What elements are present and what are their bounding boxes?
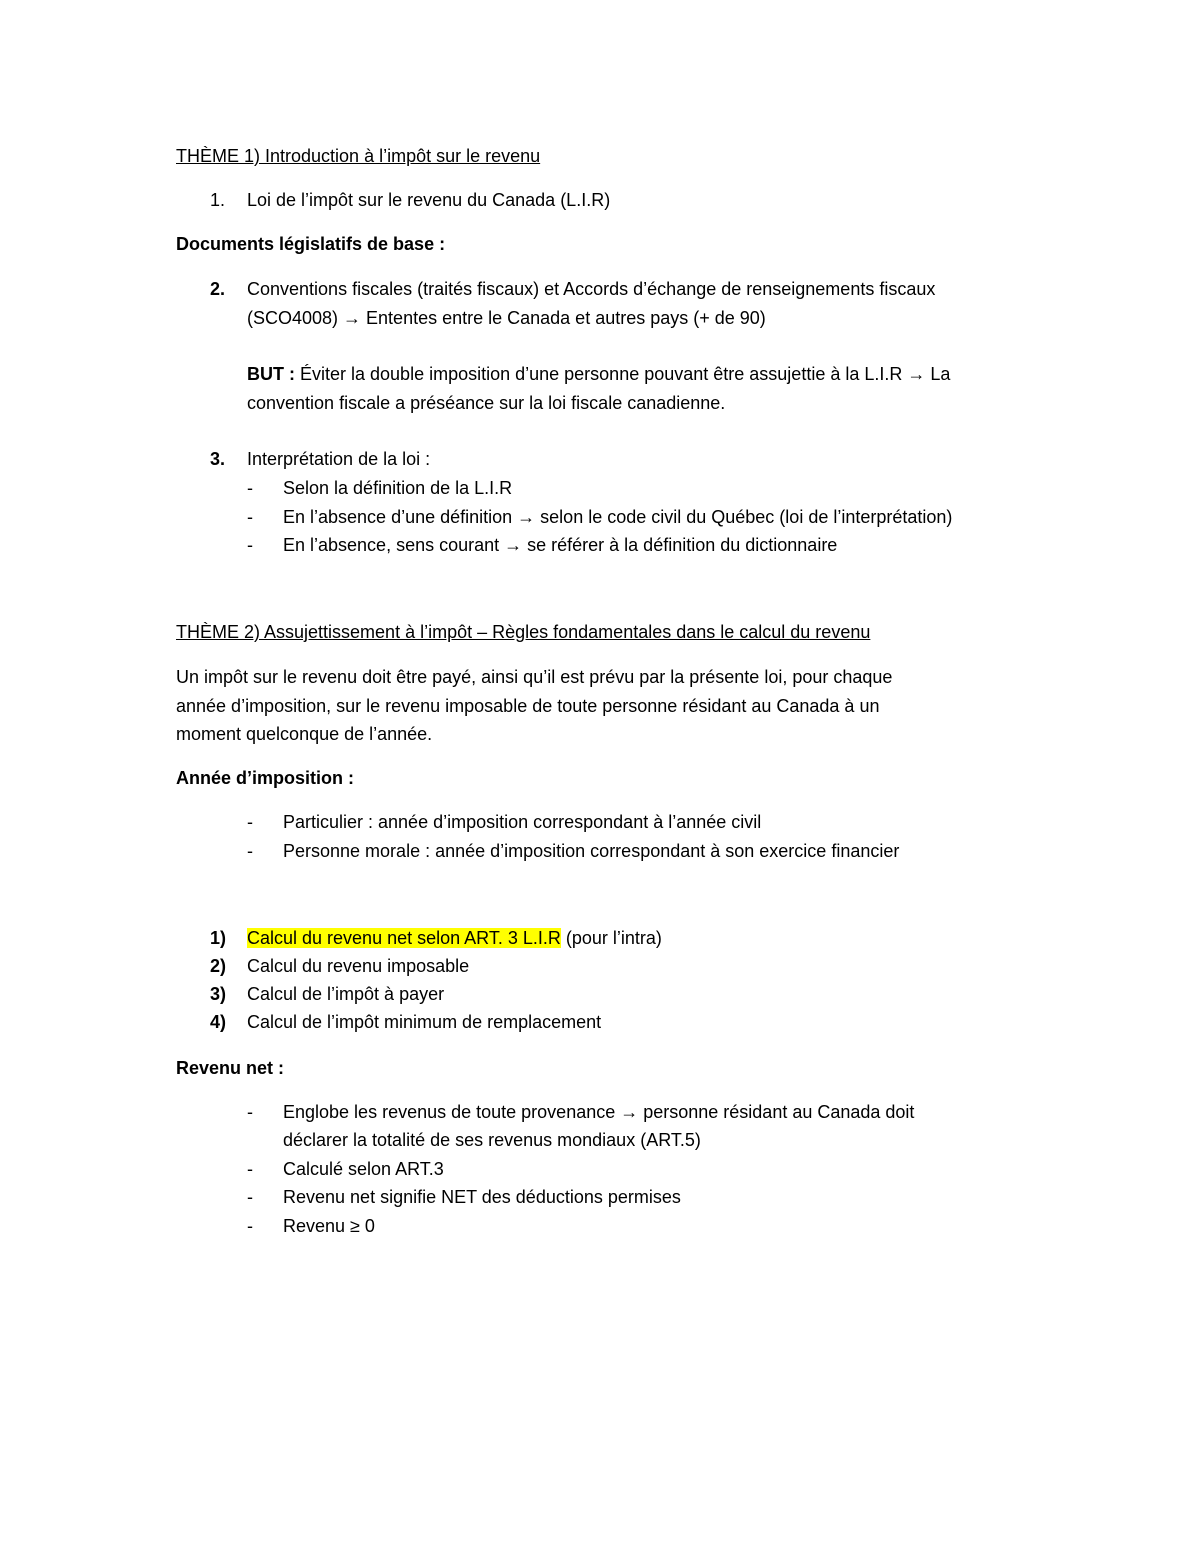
- revenu-bullet-4: Revenu ≥ 0: [283, 1216, 375, 1236]
- item3-bullet-3: En l’absence, sens courant → se référer à la définition du dictionnaire: [283, 535, 838, 555]
- step1-rest: (pour l’intra): [560, 928, 662, 948]
- theme2-para-line3: moment quelconque de l’année.: [176, 724, 433, 744]
- bullet-dash: -: [247, 1187, 253, 1207]
- bullet-dash: -: [247, 812, 253, 832]
- item3-bullet-2: En l’absence d’une définition → selon le code civil du Québec (loi de l’interprétation): [283, 507, 953, 527]
- bullet-dash: -: [247, 841, 253, 861]
- annee-bullet-2: Personne morale : année d’imposition correspondant à son exercice financier: [283, 841, 900, 861]
- step2-text: Calcul du revenu imposable: [247, 956, 470, 976]
- item1-text: Loi de l’impôt sur le revenu du Canada (L.I.R): [247, 190, 611, 210]
- step1-text: [247, 924, 662, 952]
- item3-number: 3.: [210, 449, 226, 469]
- bullet-dash: -: [247, 1159, 253, 1179]
- bullet-dash: -: [247, 1216, 253, 1236]
- but-text: Éviter la double imposition d’une personne pouvant être assujettie à la L.I.R → La: [295, 364, 951, 384]
- item3-text: Interprétation de la loi :: [247, 449, 431, 469]
- theme2-para-line2: année d’imposition, sur le revenu imposable de toute personne résidant au Canada à un: [176, 696, 880, 716]
- step3-number: 3): [210, 984, 227, 1004]
- bullet-dash: -: [247, 507, 253, 527]
- bullet-dash: -: [247, 1102, 253, 1122]
- revenu-bullet-3: Revenu net signifie NET des déductions permises: [283, 1187, 681, 1207]
- revenu-bullet-1-line1: Englobe les revenus de toute provenance → personne résidant au Canada doit: [283, 1102, 915, 1122]
- item2-number: 2.: [210, 279, 226, 299]
- step3-text: Calcul de l’impôt à payer: [247, 984, 445, 1004]
- revenu-bullet-2: Calculé selon ART.3: [283, 1159, 444, 1179]
- revenu-bullet-1-line2: déclarer la totalité de ses revenus mondiaux (ART.5): [283, 1130, 701, 1150]
- theme1-heading: THÈME 1) Introduction à l’impôt sur le revenu: [176, 146, 541, 166]
- but-label: BUT :: [247, 364, 295, 384]
- step1-number: 1): [210, 928, 227, 948]
- item2-line2: (SCO4008) → Ententes entre le Canada et autres pays (+ de 90): [247, 308, 766, 328]
- theme2-para-line1: Un impôt sur le revenu doit être payé, ainsi qu’il est prévu par la présente loi, pour chaque: [176, 667, 893, 687]
- annee-bullet-1: Particulier : année d’imposition correspondant à l’année civil: [283, 812, 762, 832]
- item2-line1: Conventions fiscales (traités fiscaux) et Accords d’échange de renseignements fiscaux: [247, 279, 936, 299]
- but-line2: convention fiscale a préséance sur la loi fiscale canadienne.: [247, 393, 726, 413]
- step4-text: Calcul de l’impôt minimum de remplacement: [247, 1012, 602, 1032]
- revenu-heading: Revenu net :: [176, 1058, 285, 1078]
- bullet-dash: -: [247, 478, 253, 498]
- step1-highlight: Calcul du revenu net selon ART. 3 L.I.R: [247, 928, 561, 948]
- but-line1: [247, 360, 950, 388]
- item1-number: 1.: [210, 190, 226, 210]
- theme2-heading: THÈME 2) Assujettissement à l’impôt – Règles fondamentales dans le calcul du revenu: [176, 622, 871, 642]
- documents-heading: Documents législatifs de base :: [176, 234, 446, 254]
- step4-number: 4): [210, 1012, 227, 1032]
- item3-bullet-1: Selon la définition de la L.I.R: [283, 478, 513, 498]
- annee-heading: Année d’imposition :: [176, 768, 354, 788]
- bullet-dash: -: [247, 535, 253, 555]
- step2-number: 2): [210, 956, 227, 976]
